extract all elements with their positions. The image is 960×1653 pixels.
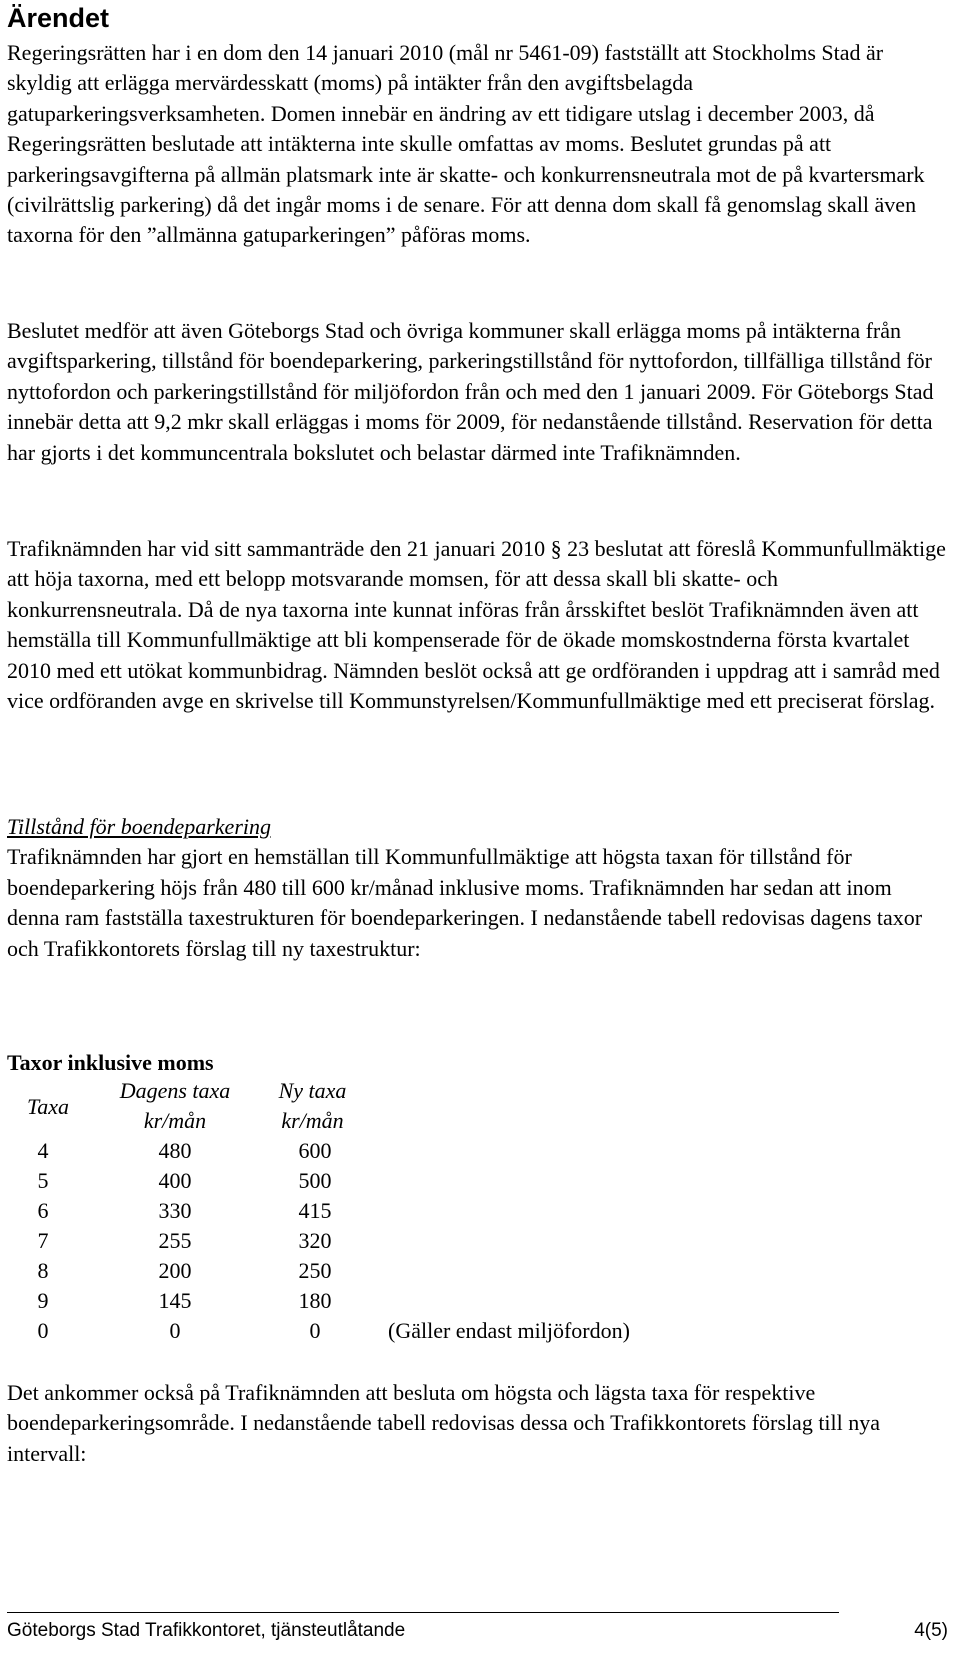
table-row-dagens: 145 (158, 1288, 192, 1313)
table-row-dagens: 400 (158, 1168, 192, 1193)
subsection-title: Tillstånd för boendeparkering (7, 814, 271, 839)
header-dagens-unit: kr/mån (143, 1108, 207, 1133)
paragraph-2: Beslutet medför att även Göteborgs Stad och övriga kommuner skall erlägga moms på intäkterna från avgiftsparkering, tillstånd för boendeparkering, parkeringstillstånd för nyttofordon, tillfälliga tillstånd för nyttofordon och parkeringstillstånd för miljöfordon från och med den 1 januari 2009. För Göteborgs Stad innebär detta att 9,2 mkr skall erläggas i moms för 2009, för nedanstående tillstånd. Reservation för detta har gjorts i det kommuncentrala bokslutet och belastar därmed inte Trafiknämnden. (7, 318, 934, 465)
subsection-block (7, 812, 947, 964)
header-taxa: Taxa (27, 1094, 69, 1119)
paragraph-1: Regeringsrätten har i en dom den 14 januari 2010 (mål nr 5461-09) fastställt att Stockholms Stad är skyldig att erlägga mervärdesskatt (moms) på intäkter från den avgiftsbelagda gatuparkeringsverksamheten. Domen innebär en ändring av ett tidigare utslag i december 2003, då Regeringsrätten beslutade att intäkterna inte skulle omfattas av moms. Beslutet grundas på att parkeringsavgifterna på allmän platsmark inte är skatte- och konkurrensneutrala mot de på kvartersmark (civilrättslig parkering) då det ingår moms i de senare. För att denna dom skall få genomslag skall även taxorna för den ”allmänna gatuparkeringen” påföras moms. (7, 40, 925, 248)
table-row-dagens: 480 (158, 1138, 192, 1163)
table-row-taxa: 0 (37, 1318, 49, 1343)
table-row-taxa: 4 (37, 1138, 49, 1163)
table-row-ny: 320 (298, 1228, 332, 1253)
table-row-ny: 415 (298, 1198, 332, 1223)
table-row-dagens: 255 (158, 1228, 192, 1253)
section-heading: Ärendet (7, 3, 110, 33)
page-number: 4(5) (914, 1620, 948, 1641)
header-dagens-taxa: Dagens taxa (119, 1078, 231, 1103)
header-ny-taxa: Ny taxa (278, 1078, 347, 1103)
header-ny-unit: kr/mån (281, 1108, 344, 1133)
table-row-ny: 500 (298, 1168, 332, 1193)
table-row-taxa: 6 (37, 1198, 49, 1223)
table-row-dagens: 200 (158, 1258, 192, 1283)
subsection-text: Trafiknämnden har gjort en hemställan till Kommunfullmäktige att högsta taxan för tillstånd för boendeparkering höjs från 480 till 600 kr/månad inklusive moms. Trafiknämnden har sedan att inom denna ram fastställa taxestrukturen för boendeparkeringen. I nedanstående tabell redovisas dagens taxor och Trafikkontorets förslag till ny taxestruktur: (7, 844, 923, 961)
table-row-taxa: 8 (37, 1258, 49, 1283)
table-title: Taxor inklusive moms (7, 1050, 214, 1075)
closing-paragraph: Det ankommer också på Trafiknämnden att besluta om högsta och lägsta taxa för respektive boendeparkeringsområde. I nedanstående tabell redovisas dessa och Trafikkontorets förslag till nya intervall: (7, 1380, 881, 1466)
footer-divider (7, 1612, 839, 1613)
table-row-dagens: 330 (158, 1198, 192, 1223)
table-row-ny: 250 (298, 1258, 332, 1283)
table-row-ny: 0 (309, 1318, 321, 1343)
table-row-ny: 600 (298, 1138, 332, 1163)
table-row-dagens: 0 (169, 1318, 181, 1343)
paragraph-3: Trafiknämnden har vid sitt sammanträde den 21 januari 2010 § 23 beslutat att föreslå Kommunfullmäktige att höja taxorna, med ett belopp motsvarande momsen, för att dessa skall bli skatte- och konkurrensneutrala. Då de nya taxorna inte kunnat införas från årsskiftet beslöt Trafiknämnden även att hemställa till Kommunfullmäktige att bli kompenserade för de ökade momskostnderna första kvartalet 2010 med ett utökat kommunbidrag. Nämnden beslöt också att ge ordföranden i uppdrag att i samråd med vice ordföranden avge en skrivelse till Kommunstyrelsen/Kommunfullmäktige med ett preciserat förslag. (7, 536, 946, 714)
table-row-note: (Gäller endast miljöfordon) (388, 1318, 630, 1343)
table-row-taxa: 7 (37, 1228, 49, 1253)
table-row-taxa: 5 (37, 1168, 49, 1193)
table-row-taxa: 9 (37, 1288, 49, 1313)
footer-organization: Göteborgs Stad Trafikkontoret, tjänsteutlåtande (7, 1620, 406, 1641)
table-row-ny: 180 (298, 1288, 332, 1313)
